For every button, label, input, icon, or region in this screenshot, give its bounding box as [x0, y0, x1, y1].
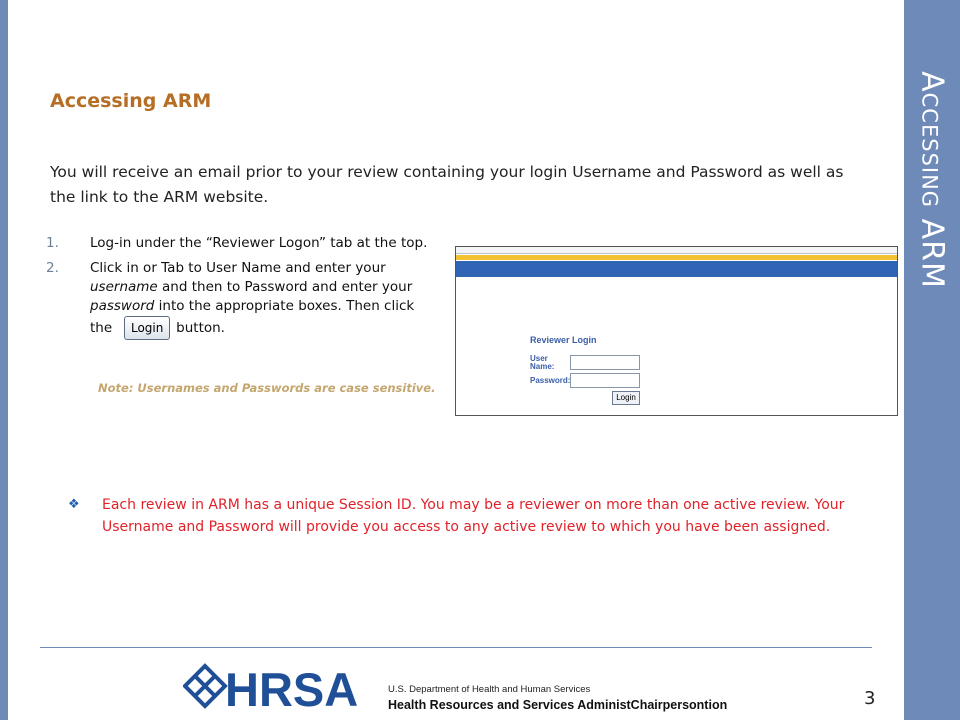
screenshot-username-box: [570, 355, 640, 370]
steps-list: [40, 234, 440, 346]
screenshot-login-title: Reviewer Login: [530, 335, 597, 345]
diamond-bullet-icon: ❖: [68, 497, 80, 512]
hhs-emblem-icon: [183, 662, 383, 712]
step-text-middle: and then to Password and enter your: [157, 279, 413, 295]
list-item: [40, 259, 440, 340]
step-text-start: Click in or Tab to User Name and enter your: [90, 260, 386, 276]
step-text-end: into the appropriate boxes. Then click the: [90, 298, 415, 336]
username-term: username: [90, 279, 158, 295]
sidebar-title: [904, 0, 960, 720]
session-id-bullet: [68, 494, 848, 538]
screenshot-gold-stripe: [456, 255, 897, 260]
screenshot-blue-banner: [456, 261, 897, 277]
hrsa-logo: [183, 662, 383, 712]
bullet-text: Each review in ARM has a unique Session ID. You may be a reviewer on more than one active review. Your Username and Password will provide you access to any active review to which you have been assigned.: [102, 497, 845, 535]
agency-name: Health Resources and Services AdministChairpersontion: [388, 698, 728, 712]
screenshot-password-label: Password:: [530, 376, 571, 385]
sidebar-title-text: Accessing ARM: [914, 71, 950, 289]
reviewer-login-screenshot: [455, 246, 898, 416]
screenshot-password-box: [570, 373, 640, 388]
department-name: U.S. Department of Health and Human Services: [388, 684, 591, 695]
left-accent-bar: [0, 0, 8, 720]
screenshot-top-stripe: [456, 247, 897, 254]
footer-divider: [40, 647, 872, 648]
step-text-after: button.: [176, 320, 225, 336]
slide-heading: Accessing ARM: [50, 90, 212, 112]
screenshot-user-label-line1: User: [530, 354, 548, 363]
step-number: 2.: [46, 260, 59, 276]
screenshot-user-label-line2: Name:: [530, 362, 555, 371]
list-item: [40, 234, 440, 253]
hrsa-logo-text: HRSA: [225, 663, 359, 712]
step-number: 1.: [46, 235, 59, 251]
login-button-image: Login: [124, 316, 170, 340]
page-number: 3: [864, 688, 876, 709]
password-term: password: [90, 298, 155, 314]
intro-paragraph: You will receive an email prior to your review containing your login Username and Password as well as the link to the ARM website.: [50, 163, 844, 206]
step-text: Log-in under the “Reviewer Logon” tab at the top.: [90, 235, 428, 251]
screenshot-login-button: Login: [612, 391, 640, 405]
case-sensitive-note: Note: Usernames and Passwords are case sensitive.: [98, 381, 436, 395]
